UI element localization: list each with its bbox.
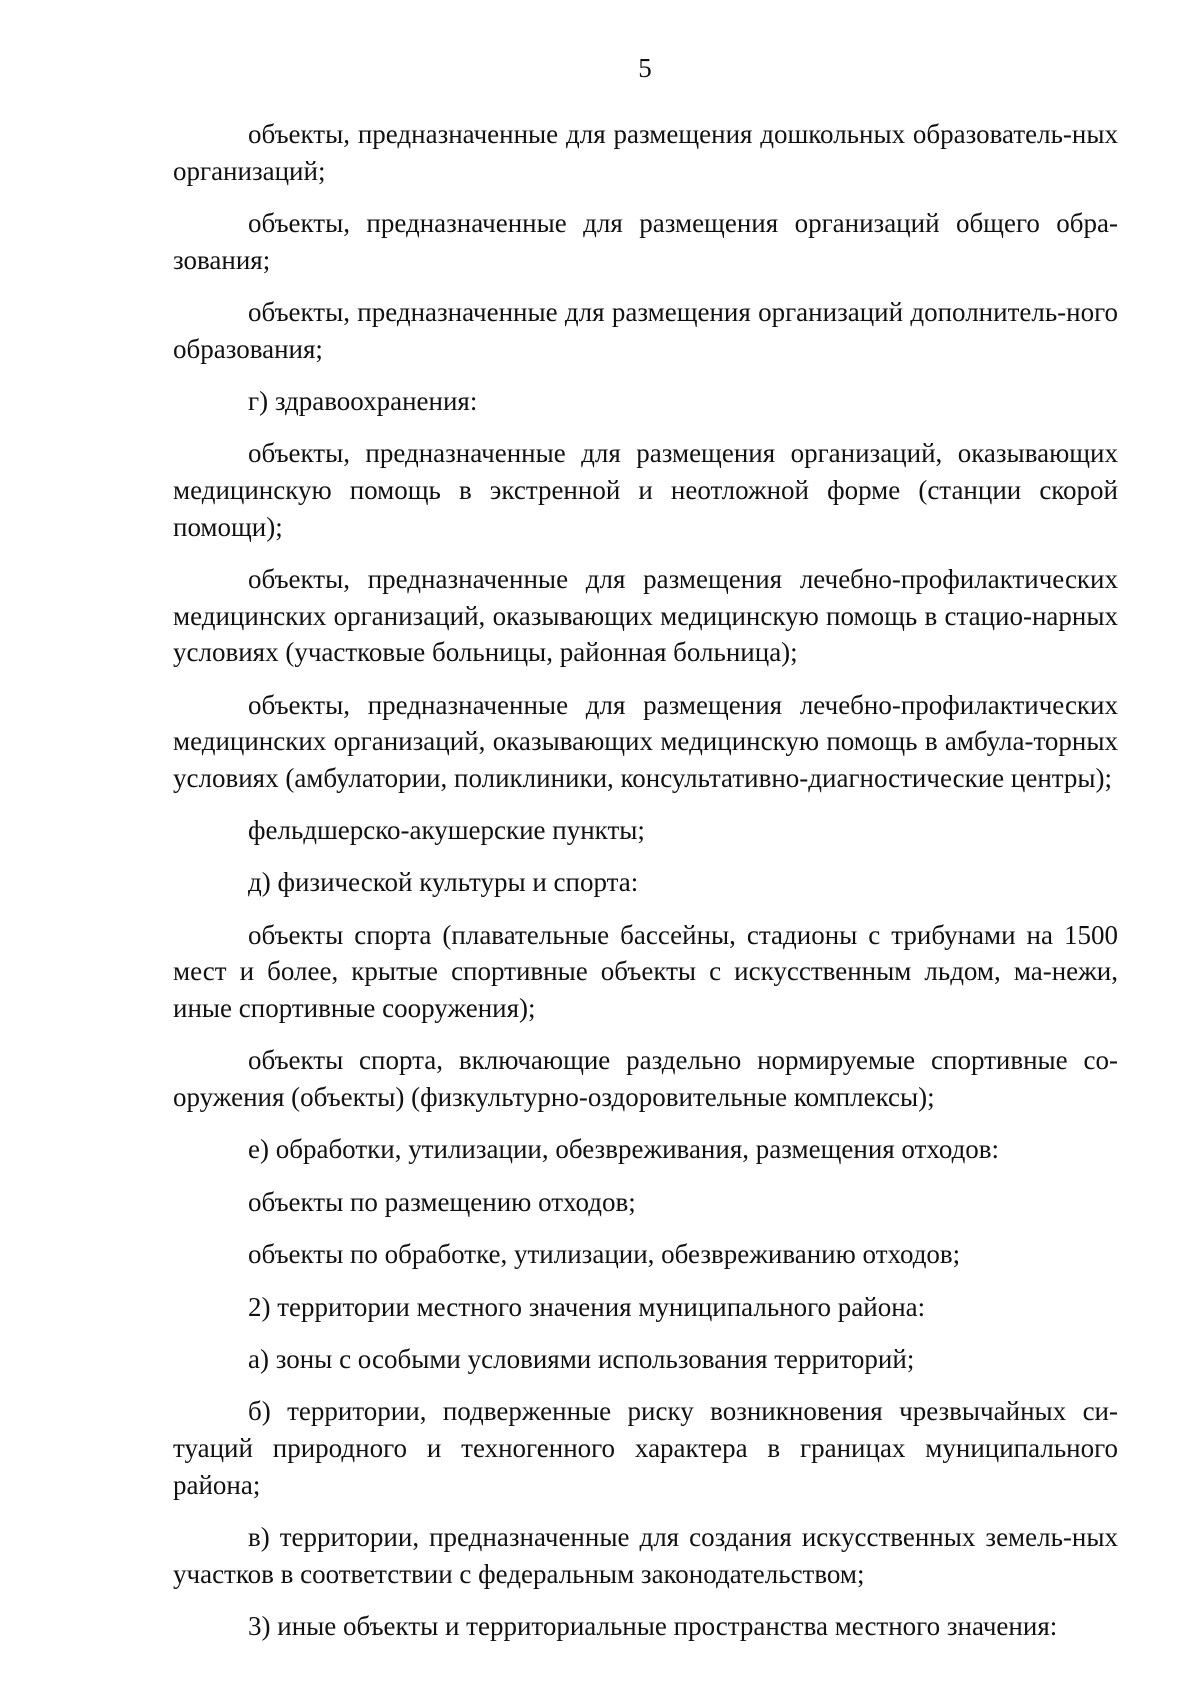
paragraph-waste-processing-objects: объекты по обработке, утилизации, обезвреживанию отходов; xyxy=(248,1239,961,1270)
paragraph-feldsher-points: фельдшерско-акушерские пункты; xyxy=(248,815,645,846)
paragraph-outpatient-care-objects: объекты, предназначенные для размещения лечебно-профилактических медицинских организаций, оказывающих медицинскую помощь в амбула-торных условиях (амбулатории, поликлиники, консультативно-диагностические центры); xyxy=(173,689,1118,793)
paragraph-sports-complexes: объекты спорта, включающие раздельно нормируемые спортивные со-оружения (объекты) (физкультурно-оздоровительные комплексы); xyxy=(173,1045,1118,1113)
paragraph-sports-objects: объекты спорта (плавательные бассейны, стадионы с трибунами на 1500 мест и более, крытые спортивные объекты с искусственным льдом, ма-нежи, иные спортивные сооружения); xyxy=(173,919,1118,1024)
paragraph-sports-heading: д) физической культуры и спорта: xyxy=(248,867,639,898)
paragraph-healthcare-heading: г) здравоохранения: xyxy=(248,385,478,416)
paragraph-preschool-objects: объекты, предназначенные для размещения дошкольных образователь-ных организаций; xyxy=(173,119,1118,186)
paragraph-emergency-risk-territories: б) территории, подверженные риску возникновения чрезвычайных си-туаций природного и техногенного характера в границах муниципального района; xyxy=(173,1396,1118,1500)
paragraph-special-zones: а) зоны с особыми условиями использования территорий; xyxy=(248,1343,915,1374)
paragraph-territories-heading: 2) территории местного значения муниципального района: xyxy=(248,1291,926,1322)
paragraph-waste-placement-objects: объекты по размещению отходов; xyxy=(248,1186,636,1217)
page-number: 5 xyxy=(638,53,652,83)
paragraph-other-objects-heading: 3) иные объекты и территориальные пространства местного значения: xyxy=(248,1610,1058,1641)
paragraph-emergency-care-objects: объекты, предназначенные для размещения организаций, оказывающих медицинскую помощь в экстренной и неотложной форме (станции скорой помощи); xyxy=(173,438,1118,542)
paragraph-general-education-objects: объекты, предназначенные для размещения организаций общего обра-зования; xyxy=(173,207,1118,275)
paragraph-artificial-land-plots: в) территории, предназначенные для создания искусственных земель-ных участков в соответствии с федеральным законодательством; xyxy=(173,1521,1118,1589)
paragraph-waste-heading: е) обработки, утилизации, обезвреживания, размещения отходов: xyxy=(248,1134,1000,1165)
paragraph-inpatient-care-objects: объекты, предназначенные для размещения лечебно-профилактических медицинских организаций, оказывающих медицинскую помощь в стацио-нарных условиях (участковые больницы, районная больница); xyxy=(173,563,1118,668)
paragraph-additional-education-objects: объекты, предназначенные для размещения организаций дополнитель-ного образования; xyxy=(173,296,1118,364)
document-body xyxy=(173,116,1118,1660)
